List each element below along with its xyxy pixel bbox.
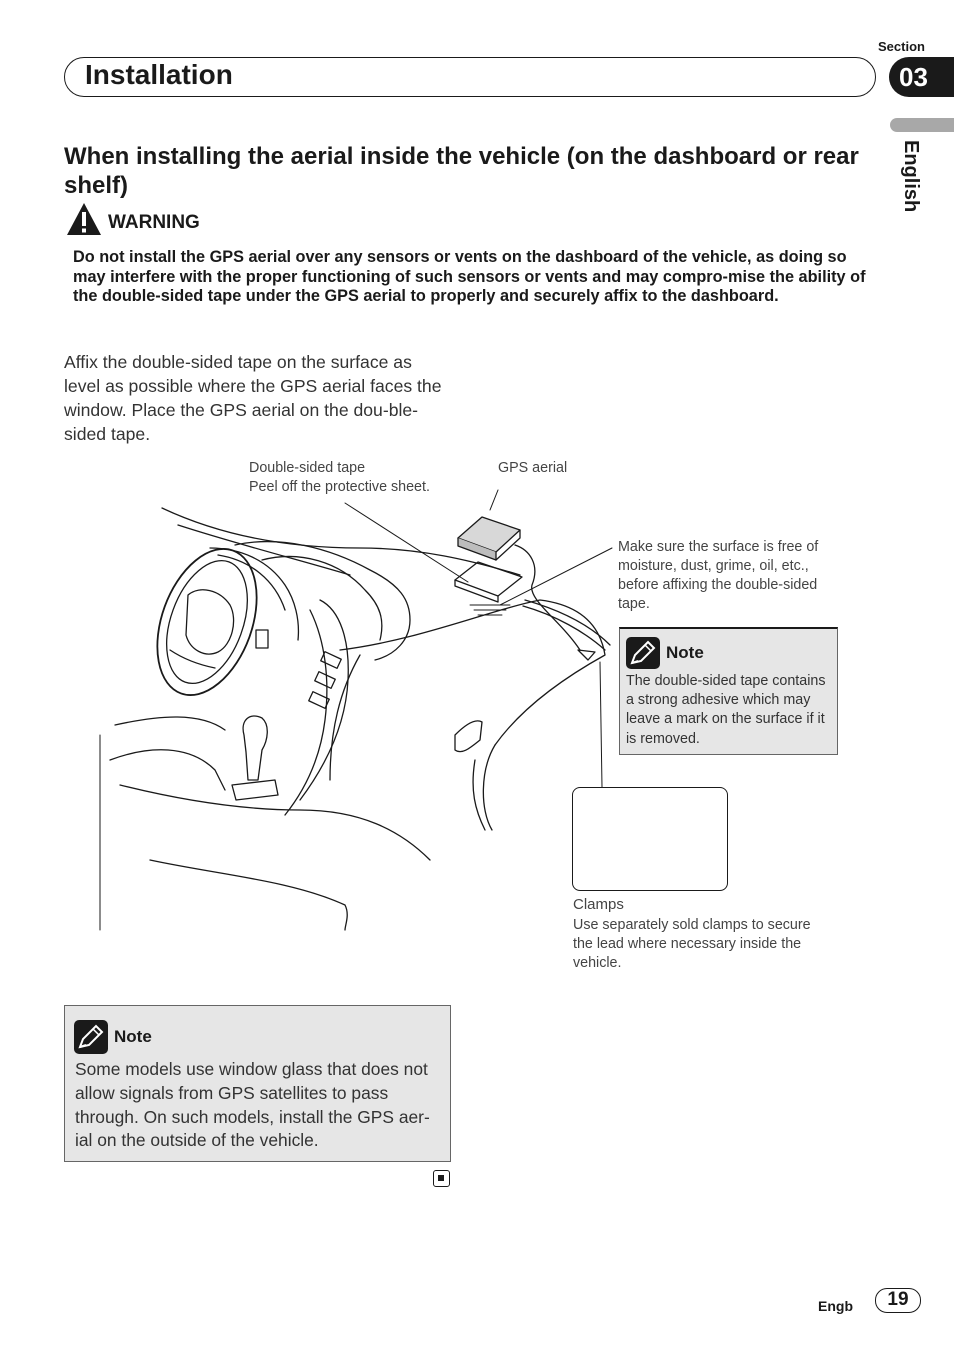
surface-note: Make sure the surface is free of moisture, dust, grime, oil, etc., before affixing the double-sided tape. (618, 539, 819, 612)
tape-label (249, 459, 430, 497)
footer-language-code: Engb (818, 1298, 853, 1314)
pencil-note-icon (74, 1020, 108, 1054)
gps-glass-note-box (64, 1005, 451, 1162)
clamps-title: Clamps (573, 896, 624, 913)
gps-aerial-label: GPS aerial (498, 460, 568, 476)
warning-title: WARNING (108, 212, 200, 233)
language-label: English (900, 140, 922, 213)
tape-note-title: Note (666, 643, 704, 662)
intro-paragraph: Affix the double-sided tape on the surface as level as possible where the GPS aerial faces the window. Place the GPS aerial on the dou-ble-sided tape. (64, 352, 442, 444)
pencil-note-icon (626, 637, 660, 669)
tape-label-instruction: Peel off the protective sheet. (249, 479, 430, 495)
tape-note-header (626, 637, 704, 669)
page-heading: When installing the aerial inside the vehicle (on the dashboard or rear shelf) (64, 143, 859, 199)
gps-glass-note-text: Some models use window glass that does not allow signals from GPS satellites to pass through. On such models, install the GPS aer-ial on the outside of the vehicle. (75, 1059, 430, 1151)
chapter-title: Installation (85, 59, 233, 90)
section-number-badge: 03 (889, 57, 954, 97)
page-number: 19 (875, 1288, 921, 1313)
warning-text: Do not install the GPS aerial over any sensors or vents on the dashboard of the vehicle, as doing so may interfere with the proper functioning of such sensors or vents and may compro-mise the ability of the double-sided tape under the GPS aerial to properly and securely affix to the dashboard. (73, 248, 866, 306)
end-of-section-icon (433, 1170, 450, 1187)
clamp-detail-box (572, 787, 728, 891)
section-label: Section (878, 39, 925, 54)
tape-note-box (619, 627, 838, 755)
gps-glass-note-header (74, 1020, 152, 1054)
tape-label-title: Double-sided tape (249, 460, 366, 476)
clamps-text: Use separately sold clamps to secure the lead where necessary inside the vehicle. (573, 917, 811, 971)
gps-glass-note-title: Note (114, 1027, 152, 1046)
tape-note-text: The double-sided tape contains a strong adhesive which may leave a mark on the surface if it is removed. (626, 673, 826, 747)
